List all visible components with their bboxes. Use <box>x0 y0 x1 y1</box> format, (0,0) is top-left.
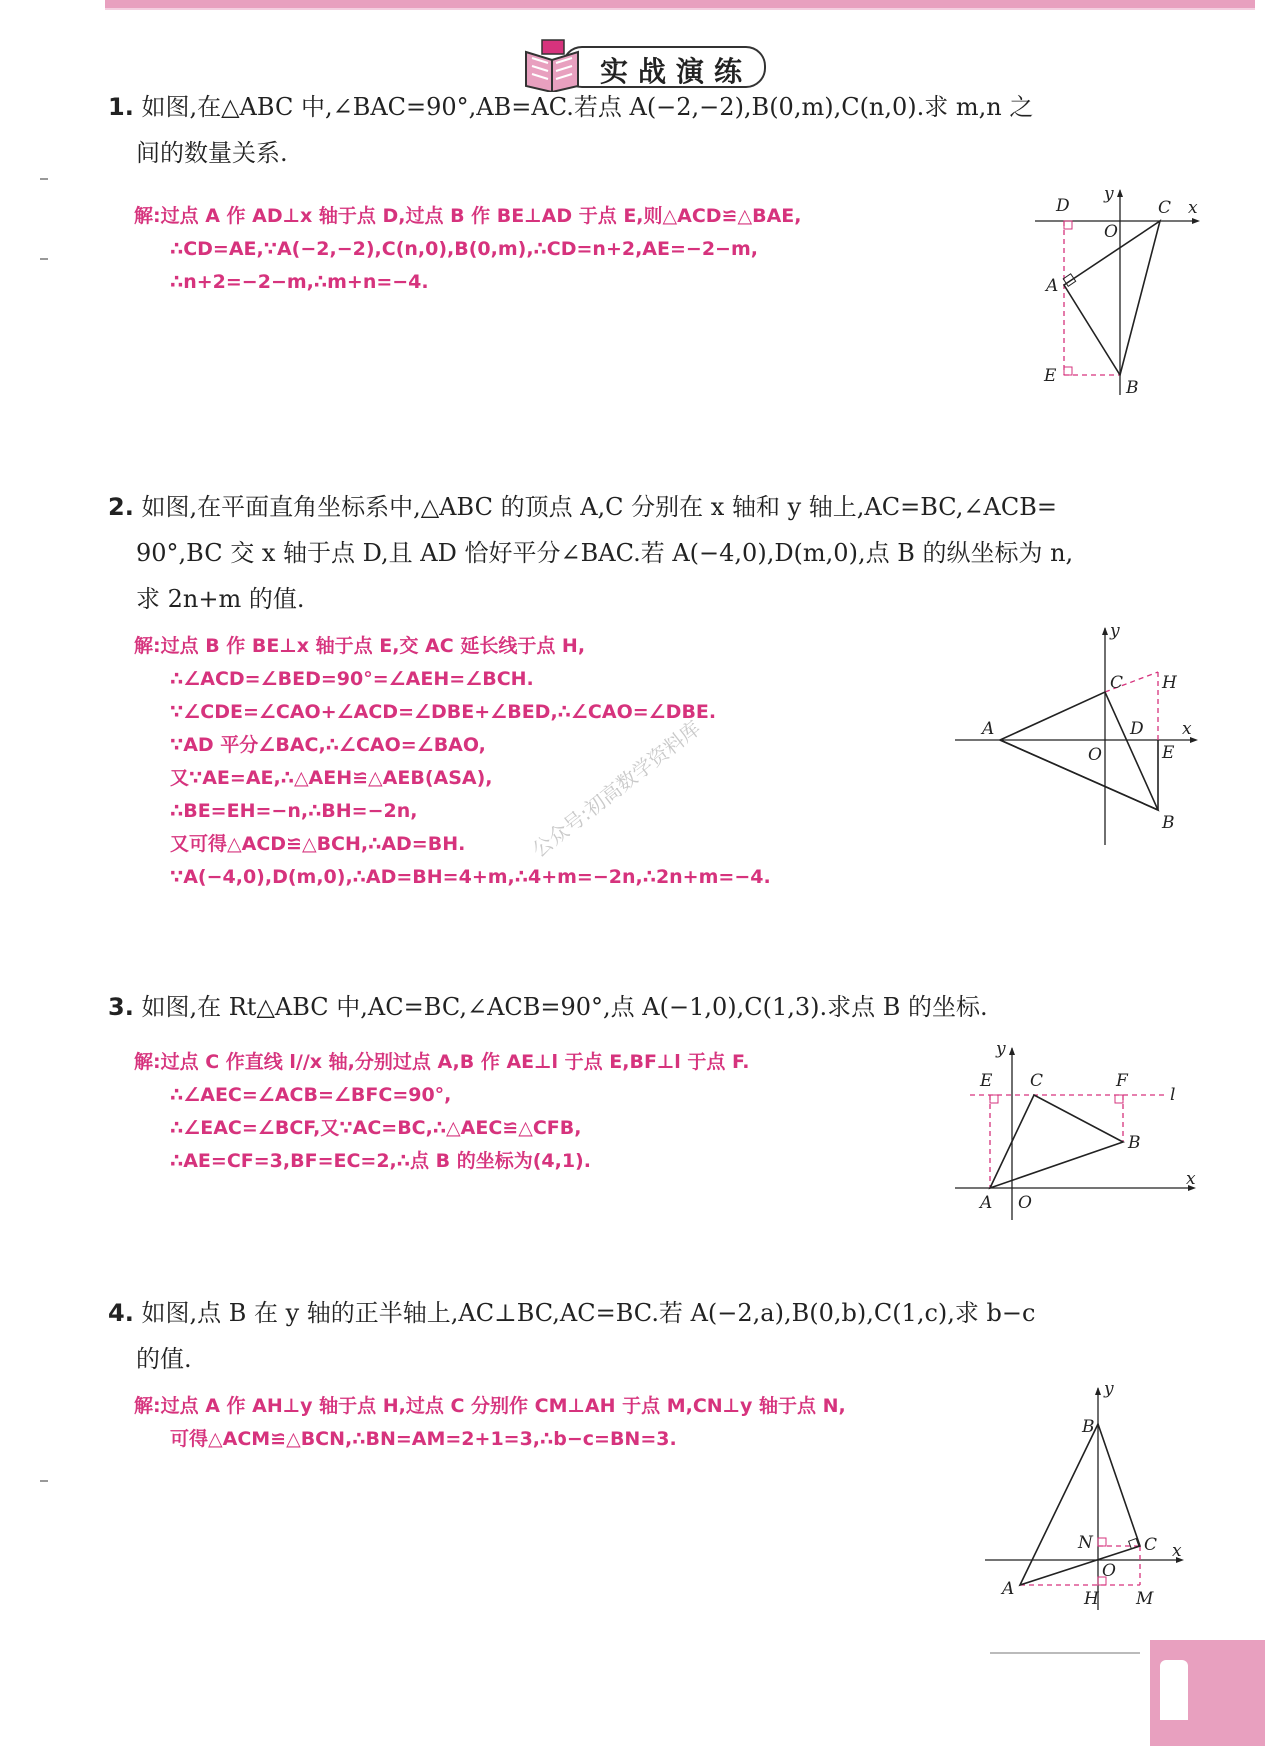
label-a: A <box>1002 1579 1015 1599</box>
solution-line: ∴∠EAC=∠BCF,又∵AC=BC,∴△AEC≌△CFB, <box>170 1117 582 1139</box>
solution-line: ∴∠ACD=∠BED=90°=∠AEH=∠BCH. <box>170 668 534 690</box>
segment-ab <box>1000 740 1158 810</box>
label-d: D <box>1130 719 1144 739</box>
label-h: H <box>1084 1589 1099 1609</box>
y-axis-arrow <box>1009 1047 1015 1055</box>
label-o: O <box>1104 222 1118 242</box>
problem-text-line: 间的数量关系. <box>136 139 288 167</box>
label-b: B <box>1128 1133 1141 1153</box>
problem-text-line: 如图,在 Rt△ABC 中,AC=BC,∠ACB=90°,点 A(−1,0),C(1,3).求点 B 的坐标. <box>141 993 988 1021</box>
footer-tab <box>1160 1660 1188 1720</box>
label-n: N <box>1078 1533 1093 1553</box>
problem-4 <box>108 1290 1188 1382</box>
watermark: 公众号:初高数学资料库 <box>527 715 706 863</box>
solution-line: ∵A(−4,0),D(m,0),∴AD=BH=4+m,∴4+m=−2n,∴2n+m=−4. <box>170 866 771 888</box>
problem-number: 2. <box>108 493 134 521</box>
solution-line: ∴CD=AE,∵A(−2,−2),C(n,0),B(0,m),∴CD=n+2,AE=−2−m, <box>170 238 758 260</box>
triangle-abc <box>1020 1424 1140 1585</box>
x-axis-arrow <box>1192 218 1200 224</box>
y-axis-arrow <box>1095 1387 1101 1395</box>
right-angle-f <box>1115 1095 1123 1103</box>
problem-text-line: 如图,在△ABC 中,∠BAC=90°,AB=AC.若点 A(−2,−2),B(0,m),C(n,0).求 m,n 之 <box>141 93 1034 121</box>
problem-1 <box>108 84 1188 176</box>
right-angle-n <box>1098 1538 1106 1546</box>
label-h: H <box>1162 673 1177 693</box>
label-b: B <box>1082 1417 1095 1437</box>
footer-line <box>990 1652 1140 1654</box>
problem-text-line: 的值. <box>136 1345 192 1373</box>
solution-line: 解:过点 C 作直线 l//x 轴,分别过点 A,B 作 AE⊥l 于点 E,BF⊥l 于点 F. <box>134 1051 750 1073</box>
triangle-abc <box>990 1095 1123 1188</box>
label-b: B <box>1162 813 1175 833</box>
figure-4 <box>980 1380 1190 1620</box>
label-e: E <box>980 1071 993 1091</box>
label-a: A <box>980 1193 993 1213</box>
label-e: E <box>1044 366 1057 386</box>
solution-line: 解:过点 A 作 AD⊥x 轴于点 D,过点 B 作 BE⊥AD 于点 E,则△ACD≌△BAE, <box>134 205 802 227</box>
label-a: A <box>1046 276 1059 296</box>
label-b: B <box>1126 378 1139 398</box>
solution-line: ∴∠AEC=∠ACB=∠BFC=90°, <box>170 1084 452 1106</box>
solution-line: 解:过点 A 作 AH⊥y 轴于点 H,过点 C 分别作 CM⊥AH 于点 M,CN⊥y 轴于点 N, <box>134 1395 846 1417</box>
triangle-abc <box>1064 221 1160 375</box>
label-x: x <box>1172 1541 1182 1561</box>
problem-text-line: 如图,点 B 在 y 轴的正半轴上,AC⊥BC,AC=BC.若 A(−2,a),B(0,b),C(1,c),求 b−c <box>141 1299 1036 1327</box>
label-x: x <box>1188 198 1198 218</box>
label-o: O <box>1088 745 1102 765</box>
problem-number: 3. <box>108 993 134 1021</box>
solution-line: ∵AD 平分∠BAC,∴∠CAO=∠BAO, <box>170 734 486 756</box>
problem-number: 1. <box>108 93 134 121</box>
right-angle-e <box>1064 367 1072 375</box>
problem-3 <box>108 984 1188 1030</box>
problem-text-line: 90°,BC 交 x 轴于点 D,且 AD 恰好平分∠BAC.若 A(−4,0),D(m,0),点 B 的纵坐标为 n, <box>136 539 1074 567</box>
solution-line: ∵∠CDE=∠CAO+∠ACD=∠DBE+∠BED,∴∠CAO=∠DBE. <box>170 701 717 723</box>
solution-2 <box>134 630 1034 894</box>
solution-line: ∴BE=EH=−n,∴BH=−2n, <box>170 800 418 822</box>
label-c: C <box>1110 673 1124 693</box>
figure-3 <box>950 1040 1200 1225</box>
label-y: y <box>1110 621 1120 641</box>
label-f: F <box>1116 1071 1128 1091</box>
problem-2 <box>108 484 1188 622</box>
y-axis-arrow <box>1117 189 1123 197</box>
solution-line: 可得△ACM≌△BCN,∴BN=AM=2+1=3,∴b−c=BN=3. <box>170 1428 677 1450</box>
label-c: C <box>1158 198 1172 218</box>
label-y: y <box>996 1040 1006 1059</box>
solution-1 <box>134 200 1034 299</box>
label-d: D <box>1056 196 1070 216</box>
label-o: O <box>1102 1561 1116 1581</box>
solution-line: ∴n+2=−2−m,∴m+n=−4. <box>170 271 429 293</box>
margin-mark <box>40 178 48 180</box>
problem-text-line: 求 2n+m 的值. <box>136 585 305 613</box>
margin-mark <box>40 258 48 260</box>
figure-2 <box>950 620 1200 860</box>
solution-3 <box>134 1046 1034 1178</box>
right-angle-d <box>1064 221 1072 229</box>
solution-line: 解:过点 B 作 BE⊥x 轴于点 E,交 AC 延长线于点 H, <box>134 635 586 657</box>
figure-1 <box>1030 185 1200 400</box>
y-axis-arrow <box>1102 627 1108 635</box>
label-y: y <box>1104 185 1114 204</box>
solution-line: 又可得△ACD≌△BCH,∴AD=BH. <box>170 833 466 855</box>
label-x: x <box>1182 719 1192 739</box>
label-e: E <box>1162 743 1175 763</box>
solution-4 <box>134 1390 1034 1456</box>
label-o: O <box>1018 1193 1032 1213</box>
top-decorative-band <box>105 0 1255 8</box>
solution-line: ∴AE=CF=3,BF=EC=2,∴点 B 的坐标为(4,1). <box>170 1150 591 1172</box>
label-m: M <box>1136 1589 1154 1609</box>
solution-line: 又∵AE=AE,∴△AEH≌△AEB(ASA), <box>170 767 493 789</box>
label-x: x <box>1186 1169 1196 1189</box>
top-decorative-band-light <box>105 8 1255 10</box>
label-a: A <box>982 719 995 739</box>
page-title: 实战演练 <box>600 55 753 88</box>
label-c: C <box>1144 1535 1158 1555</box>
label-l: l <box>1170 1085 1176 1105</box>
label-c: C <box>1030 1071 1044 1091</box>
problem-number: 4. <box>108 1299 134 1327</box>
right-angle-e <box>990 1095 998 1103</box>
problem-text-line: 如图,在平面直角坐标系中,△ABC 的顶点 A,C 分别在 x 轴和 y 轴上,AC=BC,∠ACB= <box>141 493 1057 521</box>
margin-mark <box>40 1480 48 1482</box>
label-y: y <box>1104 1380 1114 1399</box>
